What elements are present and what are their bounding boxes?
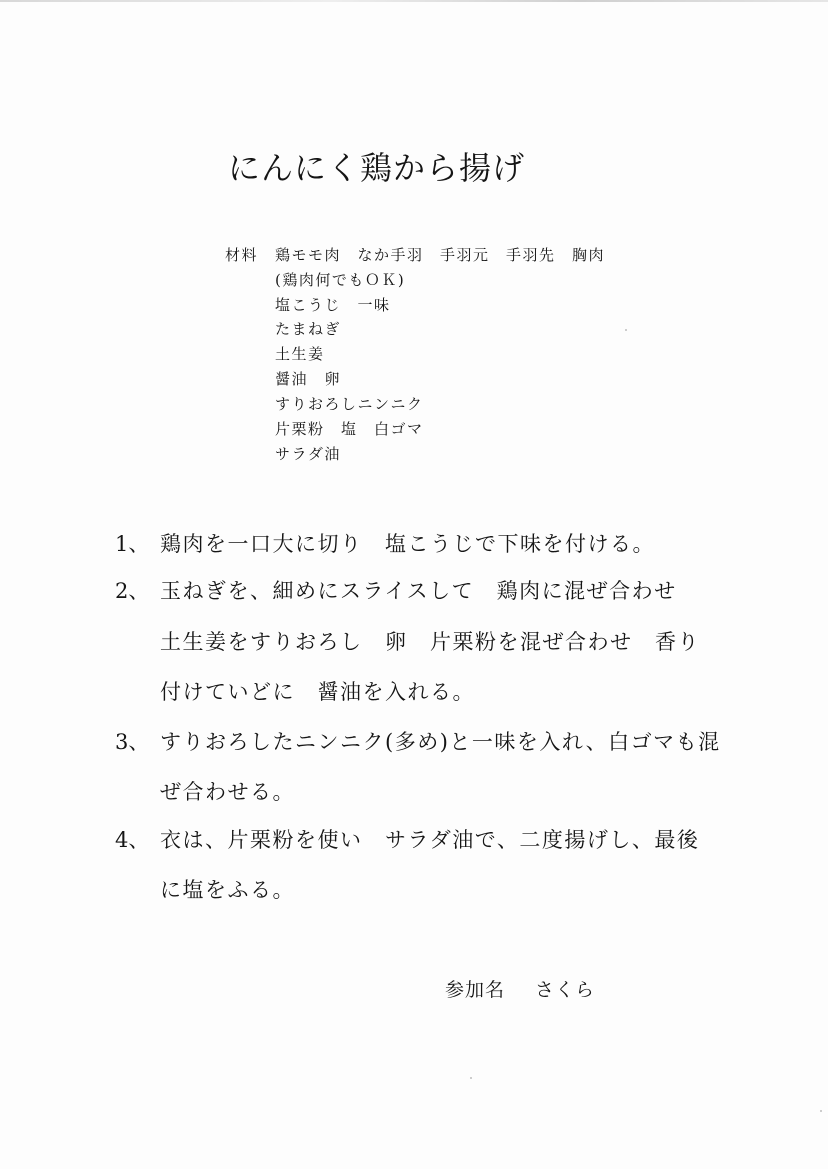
step-number: 2、 <box>115 579 150 603</box>
step-text-line: 鶏肉を一口大に切り 塩こうじで下味を付ける。 <box>160 532 655 556</box>
scan-speck <box>820 1110 822 1112</box>
step-text-line: 衣は、片栗粉を使い サラダ油で、二度揚げし、最後 <box>160 828 700 852</box>
scan-speck <box>470 1077 472 1079</box>
step-number: 1、 <box>115 532 150 556</box>
ingredient-line: 鶏モモ肉 なか手羽 手羽元 手羽先 胸肉 <box>275 246 606 264</box>
step-text-line: 玉ねぎを、細めにスライスして 鶏肉に混ぜ合わせ <box>160 579 677 603</box>
ingredient-line: サラダ油 <box>275 445 341 463</box>
step-text-line: に塩をふる。 <box>160 878 295 902</box>
step-number: 4、 <box>115 828 150 852</box>
ingredient-line: 塩こうじ 一味 <box>275 296 391 314</box>
step-text-line: ぜ合わせる。 <box>160 780 295 804</box>
step-number: 3、 <box>115 730 150 754</box>
step-text-line: 付けていどに 醤油を入れる。 <box>160 680 475 704</box>
ingredient-line: 醤油 卵 <box>275 370 342 388</box>
scan-edge <box>0 0 828 2</box>
participant-name: さくら <box>535 979 596 1001</box>
scan-speck <box>625 329 627 331</box>
recipe-title: にんにく鶏から揚げ <box>228 149 526 187</box>
ingredient-line: 土生姜 <box>275 345 325 363</box>
step-text-line: すりおろしたニンニク(多め)と一味を入れ、白ゴマも混 <box>160 730 721 754</box>
ingredient-line: 片栗粉 塩 白ゴマ <box>275 420 424 438</box>
ingredient-line: すりおろしニンニク <box>275 395 424 413</box>
step-text-line: 土生姜をすりおろし 卵 片栗粉を混ぜ合わせ 香り <box>160 630 700 654</box>
ingredient-line: (鶏肉何でもＯＫ) <box>275 271 406 289</box>
ingredients-label: 材料 <box>225 246 259 264</box>
ingredient-line: たまねぎ <box>275 320 342 338</box>
participant-label: 参加名 <box>445 979 506 1001</box>
